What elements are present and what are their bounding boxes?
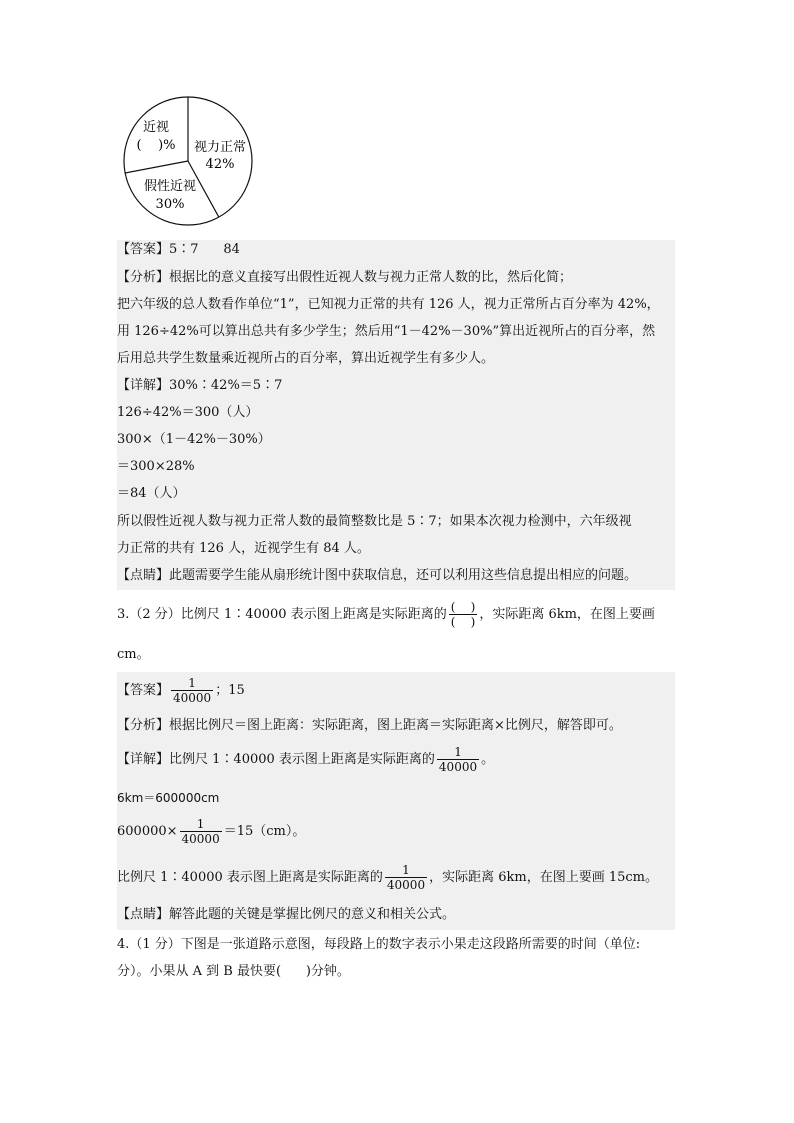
q2-point-text: 此题需要学生能从扇形统计图中获取信息，还可以利用这些信息提出相应的问题。 bbox=[169, 568, 638, 583]
q2-detail-line-3: 300×（1－42%－30%） bbox=[117, 432, 271, 447]
analysis-tag: 【分析】 bbox=[117, 270, 170, 285]
pie-chart bbox=[120, 96, 256, 226]
q3-stem-b: ，实际距离 6km，在图上要画 bbox=[479, 607, 655, 622]
q3-blank-num: ( ) bbox=[450, 600, 476, 614]
q2-detail-line-5: ＝84（人） bbox=[117, 486, 186, 501]
q2-analysis-line-4: 后用总共学生数量乘近视所占的百分率，算出近视学生有多少人。 bbox=[117, 351, 495, 366]
q2-analysis-line-1 bbox=[117, 268, 572, 288]
q3-detail-fraction bbox=[437, 745, 479, 774]
q3-stem-line-1 bbox=[117, 600, 655, 630]
frac-den: 40000 bbox=[173, 691, 212, 705]
q4-stem-line-2: 分）。小果从 A 到 B 最快要( )分钟。 bbox=[117, 964, 350, 979]
q3-analysis-text: 根据比例尺＝图上距离：实际距离，图上距离＝实际距离×比例尺，解答即可。 bbox=[169, 718, 622, 733]
detail-tag: 【详解】 bbox=[117, 378, 170, 393]
q3-detail-line-2: 6km＝600000cm bbox=[117, 791, 220, 805]
q3-detail-4a: 比例尺 1∶40000 表示图上距离是实际距离的 bbox=[117, 870, 383, 885]
q2-detail-line-7: 力正常的共有 126 人，近视学生有 84 人。 bbox=[117, 541, 370, 556]
answer-tag: 【答案】 bbox=[117, 242, 170, 257]
q2-analysis-text-1: 根据比的意义直接写出假性近视人数与视力正常人数的比，然后化简； bbox=[169, 270, 573, 285]
frac-num: 1 bbox=[188, 676, 196, 690]
q3-detail-line-4 bbox=[117, 862, 658, 894]
q3-point-text: 解答此题的关键是掌握比例尺的意义和相关公式。 bbox=[169, 907, 456, 922]
q3-answer-line bbox=[117, 675, 245, 707]
q2-analysis-line-2: 把六年级的总人数看作单位“1”，已知视力正常的共有 126 人，视力正常所占百分率为 42%， bbox=[117, 297, 660, 312]
q2-point-line bbox=[117, 566, 637, 586]
answer-tag: 【答案】 bbox=[117, 683, 170, 698]
q3-detail-a: 比例尺 1∶40000 表示图上距离是实际距离的 bbox=[169, 752, 435, 767]
q3-detail-3a: 600000× bbox=[117, 824, 178, 839]
frac-den: 40000 bbox=[386, 878, 426, 892]
q4-stem-line-1: 4.（1 分）下图是一张道路示意图，每段路上的数字表示小果走这段路所需要的时间（单位: bbox=[117, 937, 641, 952]
analysis-tag: 【分析】 bbox=[117, 718, 170, 733]
q3-detail3-fraction bbox=[180, 817, 222, 846]
q3-detail-a-end: 。 bbox=[481, 752, 495, 767]
q2-detail-line-6: 所以假性近视人数与视力正常人数的最简整数比是 5∶7；如果本次视力检测中，六年级视 bbox=[117, 514, 632, 529]
q3-detail4-fraction bbox=[385, 863, 427, 892]
frac-num: 1 bbox=[402, 863, 410, 877]
q3-blank-den: ( ) bbox=[450, 615, 476, 629]
q3-detail-line-1 bbox=[117, 744, 494, 776]
point-tag: 【点睛】 bbox=[117, 568, 170, 583]
pie-value-myopia: ( )% bbox=[136, 138, 176, 153]
pie-label-normal: 视力正常 bbox=[193, 140, 247, 155]
frac-den: 40000 bbox=[438, 760, 478, 774]
q2-answer-line bbox=[117, 240, 240, 260]
q2-answer: 5∶7 84 bbox=[169, 242, 240, 257]
q3-stem-line-2: cm。 bbox=[117, 647, 150, 662]
q2-detail-line-2: 126÷42%＝300（人） bbox=[117, 405, 259, 420]
q3-detail-3b: ＝15（cm）。 bbox=[223, 824, 306, 839]
pie-value-normal: 42% bbox=[205, 157, 235, 172]
point-tag: 【点睛】 bbox=[117, 907, 170, 922]
q3-detail-line-3 bbox=[117, 816, 305, 848]
q3-blank-fraction bbox=[449, 600, 478, 629]
pie-label-pseudo: 假性近视 bbox=[143, 179, 197, 194]
frac-num: 1 bbox=[196, 817, 205, 831]
pie-label-myopia: 近视 bbox=[142, 120, 170, 135]
q2-detail-text-1: 30%∶42%＝5∶7 bbox=[169, 378, 283, 393]
q3-answer-tail: ；15 bbox=[215, 683, 245, 698]
q2-detail-line-1 bbox=[117, 376, 282, 396]
q3-point-line bbox=[117, 905, 455, 925]
frac-den: 40000 bbox=[181, 832, 220, 846]
pie-value-pseudo: 30% bbox=[155, 197, 185, 212]
q2-detail-line-4: ＝300×28% bbox=[117, 459, 195, 474]
q3-detail-4b: ，实际距离 6km，在图上要画 15cm。 bbox=[429, 870, 658, 885]
q3-answer-fraction bbox=[171, 676, 213, 705]
q3-analysis-line bbox=[117, 716, 622, 736]
detail-tag: 【详解】 bbox=[117, 752, 170, 767]
q3-stem-a: 3.（2 分）比例尺 1∶40000 表示图上距离是实际距离的 bbox=[117, 607, 447, 622]
q2-analysis-line-3: 用 126÷42%可以算出总共有多少学生；然后用“1－42%－30%”算出近视所占的百分率，然 bbox=[117, 324, 656, 339]
frac-num: 1 bbox=[454, 745, 462, 759]
